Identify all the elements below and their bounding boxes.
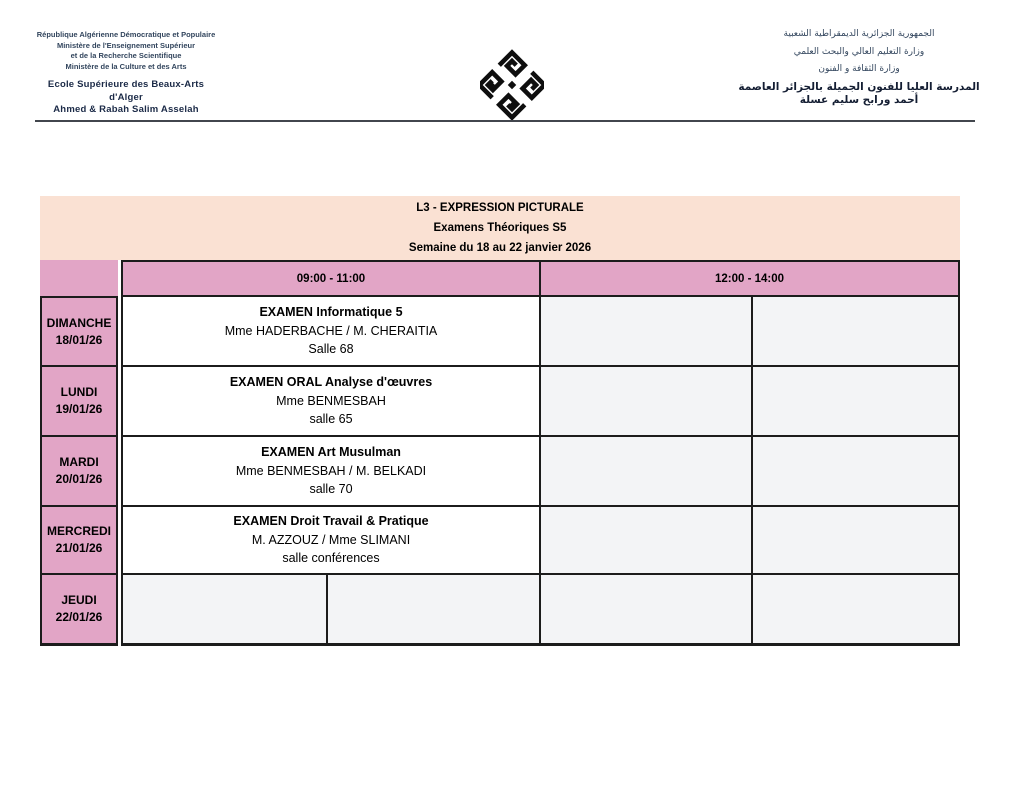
day-name: JEUDI <box>61 593 97 607</box>
letterhead-french <box>36 30 216 117</box>
school-name-ar-2: أحمد ورابح سليم عسلة <box>799 94 919 106</box>
exam-schedule-table <box>40 196 960 646</box>
day-name: MERCREDI <box>46 524 111 538</box>
day-name: LUNDI <box>60 385 98 399</box>
empty-cell <box>752 574 960 646</box>
exam-title: EXAMEN Informatique 5 <box>259 305 403 320</box>
exam-title: EXAMEN ORAL Analyse d'œuvres <box>229 375 433 390</box>
exam-staff: M. AZZOUZ / Mme SLIMANI <box>251 532 411 547</box>
letterhead-divider <box>35 120 975 122</box>
exam-cell-dimanche-morning <box>121 296 540 366</box>
day-cell-lundi <box>40 366 118 436</box>
schedule-title-block <box>40 196 960 260</box>
empty-cell <box>540 296 752 366</box>
day-date: 22/01/26 <box>55 610 103 624</box>
empty-cell <box>540 574 752 646</box>
exam-staff: Mme HADERBACHE / M. CHERAITIA <box>224 323 438 338</box>
day-cell-jeudi <box>40 574 118 646</box>
exam-staff: Mme BENMESBAH / M. BELKADI <box>235 463 427 478</box>
republic-line-ar: الجمهورية الجزائرية الديمقراطية الشعبية <box>783 29 935 39</box>
exam-staff: Mme BENMESBAH <box>276 393 386 408</box>
day-date: 21/01/26 <box>55 541 103 555</box>
day-cell-dimanche <box>40 296 118 366</box>
exam-room: salle 70 <box>309 482 353 497</box>
corner-header-cell <box>40 260 118 296</box>
day-name: MARDI <box>59 455 99 469</box>
empty-cell <box>327 574 540 646</box>
empty-cell <box>752 296 960 366</box>
schedule-subtitle: Examens Théoriques S5 <box>433 222 567 234</box>
exam-room: salle conférences <box>282 551 380 566</box>
empty-cell <box>121 574 327 646</box>
school-name-fr-2: Ahmed & Rabah Salim Asselah <box>53 104 199 115</box>
day-date: 20/01/26 <box>55 472 103 486</box>
day-date: 19/01/26 <box>55 402 103 416</box>
exam-cell-lundi-morning <box>121 366 540 436</box>
empty-cell <box>540 436 752 506</box>
empty-cell <box>752 506 960 574</box>
time-slot-header-afternoon: 12:00 - 14:00 <box>540 260 960 296</box>
republic-line: République Algérienne Démocratique et Populaire <box>36 30 216 39</box>
ministry-line-1: Ministère de l'Enseignement Supérieur <box>56 40 196 50</box>
ministry-line-ar-2: وزارة الثقافة و الفنون <box>818 64 900 74</box>
schedule-title: L3 - EXPRESSION PICTURALE <box>416 202 584 214</box>
exam-cell-mardi-morning <box>121 436 540 506</box>
empty-cell <box>752 366 960 436</box>
school-name-fr: Ecole Supérieure des Beaux-Arts d'Alger <box>47 79 205 103</box>
exam-title: EXAMEN Droit Travail & Pratique <box>233 514 429 529</box>
ministry-line-ar-1: وزارة التعليم العالي والبحث العلمي <box>793 46 925 57</box>
letterhead-arabic <box>724 26 994 108</box>
day-date: 18/01/26 <box>55 332 103 347</box>
day-name: DIMANCHE <box>46 315 112 330</box>
empty-cell <box>540 366 752 436</box>
exam-room: Salle 68 <box>308 342 354 357</box>
exam-title: EXAMEN Art Musulman <box>261 445 401 460</box>
exam-room: salle 65 <box>309 412 353 427</box>
empty-cell <box>540 506 752 574</box>
school-name-ar: المدرسة العليا للفنون الجميلة بالجزائر العاصمة <box>738 80 980 93</box>
day-cell-mercredi <box>40 506 118 574</box>
ministry-line-3: Ministère de la Culture et des Arts <box>65 61 187 71</box>
time-slot-header-morning: 09:00 - 11:00 <box>121 260 540 296</box>
school-logo-kufic-icon <box>480 49 544 121</box>
empty-cell <box>752 436 960 506</box>
day-cell-mardi <box>40 436 118 506</box>
schedule-week: Semaine du 18 au 22 janvier 2026 <box>408 242 592 254</box>
exam-cell-mercredi-morning <box>121 506 540 574</box>
ministry-line-2: et de la Recherche Scientifique <box>70 51 182 60</box>
